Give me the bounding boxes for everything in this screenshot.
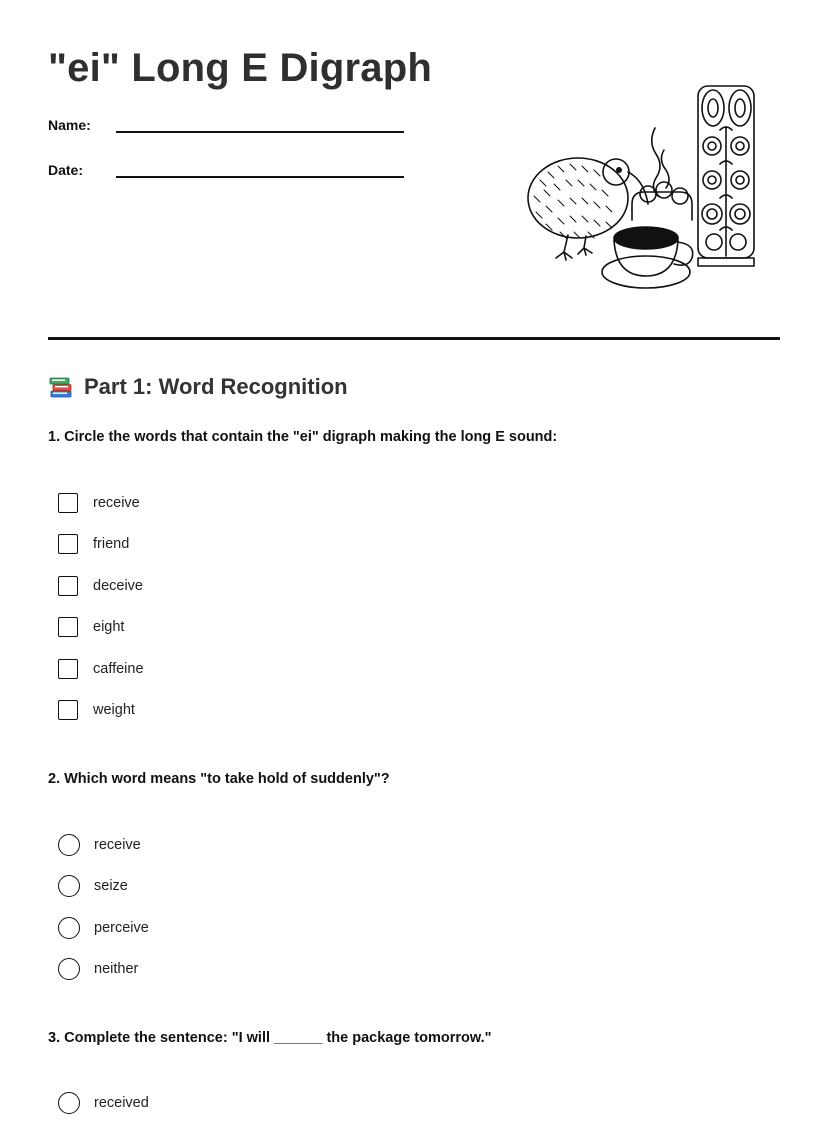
checkbox[interactable]	[58, 659, 78, 679]
books-icon	[48, 374, 74, 400]
checkbox-option[interactable]	[58, 524, 144, 566]
option-label: seize	[94, 878, 128, 895]
checkbox-option[interactable]	[58, 648, 144, 690]
part-1-heading-text: Part 1: Word Recognition	[84, 374, 348, 399]
worksheet-title: "ei" Long E Digraph	[48, 46, 432, 90]
radio-button[interactable]	[58, 917, 80, 939]
checkbox[interactable]	[58, 617, 78, 637]
question-1-options	[58, 482, 144, 731]
name-input-line[interactable]	[116, 117, 404, 133]
section-divider	[48, 337, 780, 340]
question-1-text: 1. Circle the words that contain the "ei" digraph making the long E sound:	[48, 429, 558, 445]
date-label: Date:	[48, 162, 84, 178]
radio-option[interactable]	[58, 824, 149, 866]
checkbox[interactable]	[58, 700, 78, 720]
option-label: neither	[94, 961, 139, 978]
radio-option[interactable]	[58, 907, 149, 949]
option-label: receive	[93, 494, 140, 511]
radio-button[interactable]	[58, 1092, 80, 1114]
coffee-cup-drawing	[602, 227, 693, 288]
radio-option[interactable]	[58, 949, 149, 991]
radio-option[interactable]	[58, 1082, 149, 1124]
checkbox[interactable]	[58, 493, 78, 513]
option-label: friend	[93, 536, 130, 553]
checkbox-option[interactable]	[58, 565, 144, 607]
radio-button[interactable]	[58, 875, 80, 897]
radio-option[interactable]	[58, 866, 149, 908]
option-label: receive	[94, 836, 141, 853]
option-label: weight	[93, 702, 135, 719]
part-1-heading	[48, 374, 348, 400]
checkbox-option[interactable]	[58, 482, 144, 524]
checkbox-option[interactable]	[58, 607, 144, 649]
kiwi-coffee-totem-illustration	[520, 80, 760, 300]
checkbox[interactable]	[58, 576, 78, 596]
option-label: deceive	[93, 577, 143, 594]
checkbox-option[interactable]	[58, 690, 144, 732]
date-field	[48, 162, 404, 178]
question-2-options	[58, 824, 149, 990]
name-label: Name:	[48, 117, 91, 133]
date-input-line[interactable]	[116, 162, 404, 178]
option-label: eight	[93, 619, 125, 636]
option-label: caffeine	[93, 660, 144, 677]
question-3-options	[58, 1082, 149, 1124]
option-label: received	[94, 1094, 149, 1111]
steam-drawing	[652, 128, 669, 196]
question-2-text: 2. Which word means "to take hold of suddenly"?	[48, 771, 390, 787]
question-3-text: 3. Complete the sentence: "I will ______ the package tomorrow."	[48, 1030, 492, 1046]
radio-button[interactable]	[58, 834, 80, 856]
maori-carving-drawing	[698, 86, 754, 266]
radio-button[interactable]	[58, 958, 80, 980]
option-label: perceive	[94, 919, 149, 936]
name-field	[48, 117, 404, 133]
checkbox[interactable]	[58, 534, 78, 554]
